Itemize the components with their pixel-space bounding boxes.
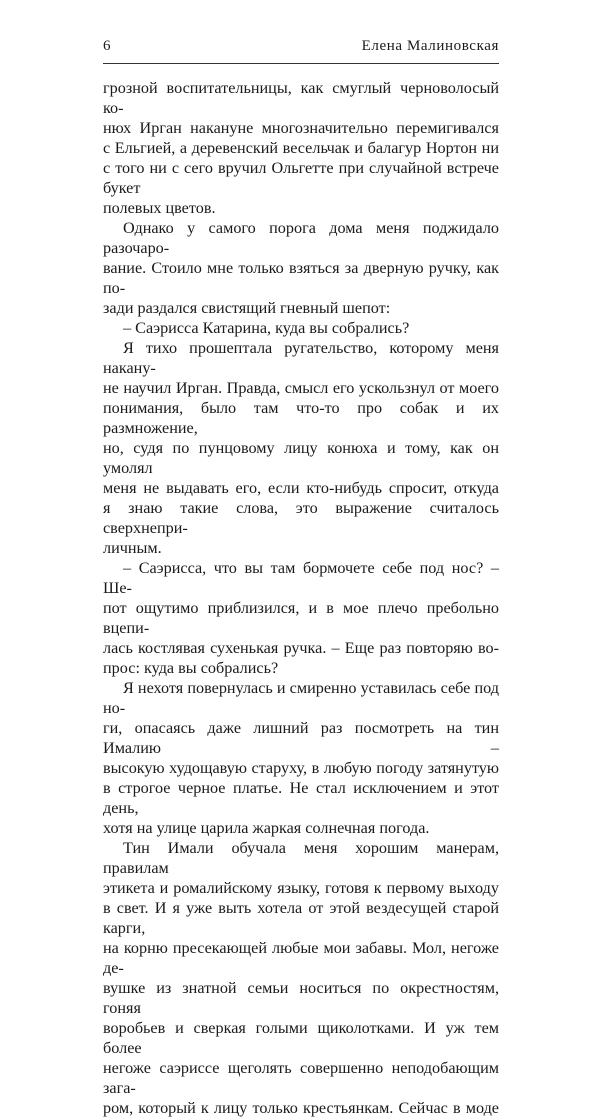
text-line: негоже саэриссе щеголять совершенно неподобающим зага- [103, 1059, 499, 1097]
text-line: Однако у самого порога дома меня поджидало разочаро- [103, 219, 499, 257]
text-line: но, судя по пунцовому лицу конюха и тому, как он умолял [103, 439, 499, 477]
text-line: высокую худощавую старуху, в любую погоду затянутую [103, 759, 499, 777]
text-line: с Ельгией, а деревенский весельчак и балагур Нортон ни [103, 139, 499, 157]
text-line: – Саэрисса Катарина, куда вы собрались? [123, 319, 410, 337]
text-line: я знаю такие слова, это выражение считалось сверхнепри- [103, 499, 499, 537]
text-line: зади раздался свистящий гневный шепот: [103, 299, 391, 317]
text-line: личным. [103, 539, 162, 557]
text-line: вушке из знатной семьи носиться по окрестностям, гоняя [103, 979, 499, 1017]
text-line: меня не выдавать его, если кто-нибудь спросит, откуда [103, 479, 499, 497]
text-line: в строгое черное платье. Не стал исключением и этот день, [103, 779, 499, 817]
text-line: полевых цветов. [103, 199, 216, 217]
text-line: на корню пресекающей любые мои забавы. Мол, негоже де- [103, 939, 499, 977]
text-line: вание. Стоило мне только взяться за дверную ручку, как по- [103, 259, 499, 297]
text-line: не научил Ирган. Правда, смысл его ускользнул от моего [103, 379, 499, 397]
paragraph [103, 78, 499, 218]
text-line: понимания, было там что-то про собак и их размножение, [103, 399, 499, 437]
text-line: Тин Имали обучала меня хорошим манерам, правилам [103, 839, 499, 877]
paragraph [103, 558, 499, 678]
header-rule [103, 63, 499, 64]
text-line: в свет. И я уже выть хотела от этой вездесущей старой карги, [103, 899, 499, 937]
text-line: хотя на улице царила жаркая солнечная погода. [103, 819, 430, 837]
paragraph [103, 678, 499, 838]
text-line: – Саэрисса, что вы там бормочете себе под нос? – Ше- [103, 559, 499, 597]
text-line: воробьев и сверкая голыми щиколотками. И уж тем более [103, 1019, 499, 1057]
paragraph [103, 838, 499, 1118]
text-line: Я тихо прошептала ругательство, которому меня накану- [103, 339, 499, 377]
text-line: ром, который к лицу только крестьянкам. Сейчас в моде [103, 1099, 499, 1117]
text-line: пот ощутимо приблизился, и в мое плечо пребольно вцепи- [103, 599, 499, 637]
running-title-author: Елена Малиновская [361, 38, 499, 54]
running-header [103, 38, 499, 55]
text-line: нюх Ирган накануне многозначительно перемигивался [103, 119, 499, 137]
paragraph [103, 338, 499, 558]
text-line: Я нехотя повернулась и смиренно уставилась себе под но- [103, 679, 499, 717]
page-number: 6 [103, 38, 112, 54]
paragraph [103, 218, 499, 318]
text-line: ги, опасаясь даже лишний раз посмотреть на тин Ималию – [103, 719, 499, 757]
text-line: грозной воспитательницы, как смуглый черноволосый ко- [103, 79, 499, 117]
paragraph [103, 318, 499, 338]
page-body-text [103, 78, 499, 1118]
text-line: с того ни с сего вручил Ольгетте при случайной встрече букет [103, 159, 499, 197]
text-line: прос: куда вы собрались? [103, 659, 279, 677]
text-line: этикета и ромалийскому языку, готовя к первому выходу [103, 879, 499, 897]
text-line: лась костлявая сухенькая ручка. – Еще раз повторяю во- [103, 639, 499, 657]
